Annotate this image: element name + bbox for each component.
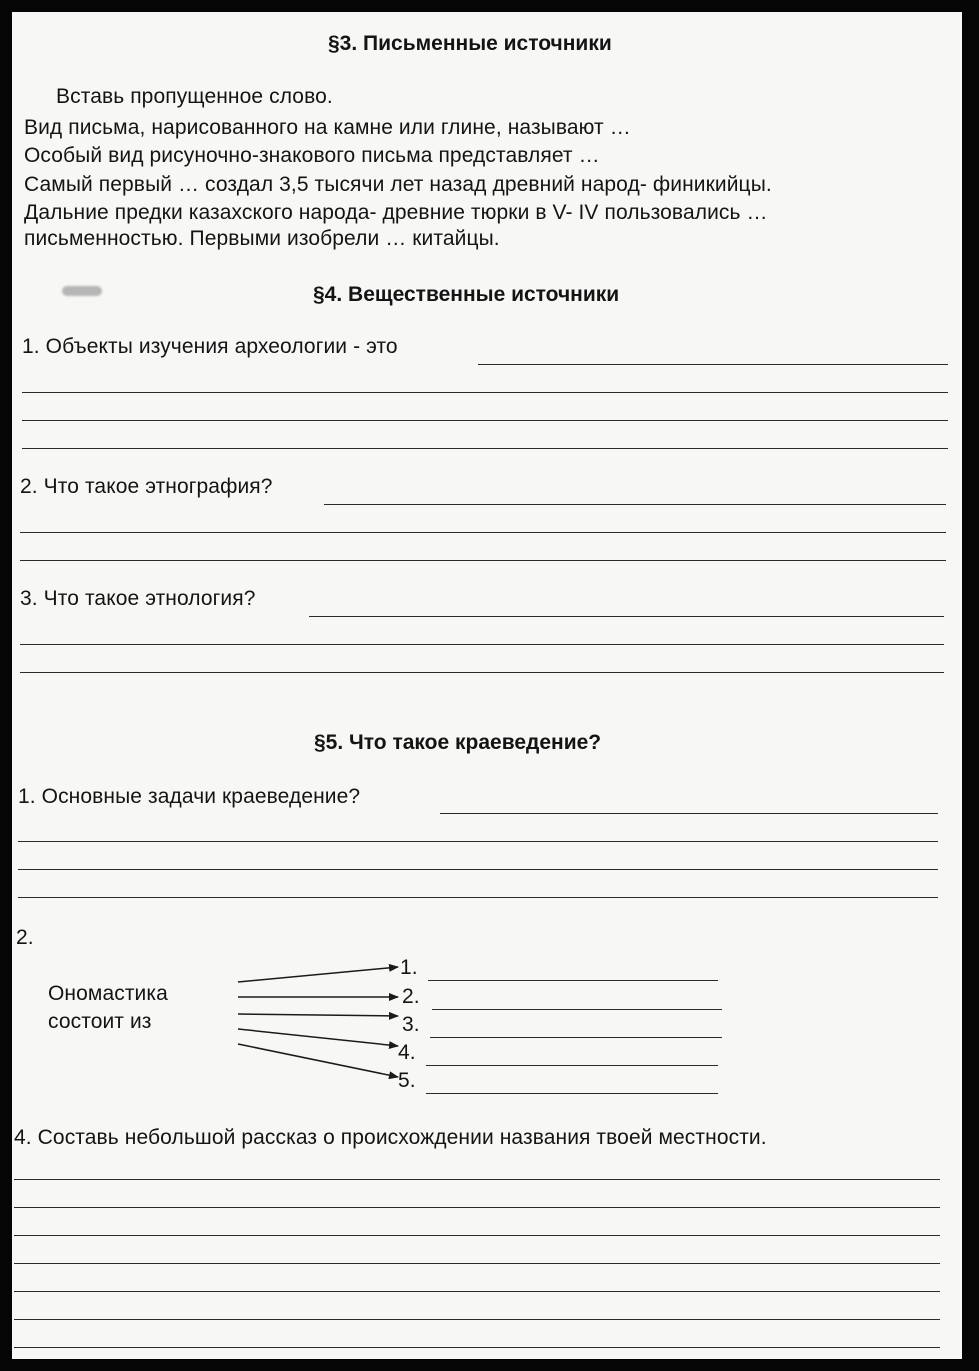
arrow-icon xyxy=(238,1029,398,1046)
onomastics-label: Ономастика xyxy=(48,982,168,1005)
arrows-diagram xyxy=(12,12,962,1359)
answer-line[interactable] xyxy=(14,1235,940,1236)
section3-line: Вид письма, нарисованного на камне или глине, называют … xyxy=(24,116,631,139)
onomastics-item-number: 5. xyxy=(398,1069,416,1092)
answer-line[interactable] xyxy=(14,1179,940,1180)
answer-line[interactable] xyxy=(14,1291,940,1292)
onomastics-item-number: 4. xyxy=(398,1041,416,1064)
section3-line: письменностью. Первыми изобрели … китайцы. xyxy=(24,227,500,250)
answer-line[interactable] xyxy=(430,1037,722,1038)
answer-line[interactable] xyxy=(14,1207,940,1208)
answer-line[interactable] xyxy=(14,1347,940,1348)
question-ethnography: 2. Что такое этнография? xyxy=(20,475,273,498)
onomastics-label: состоит из xyxy=(48,1010,152,1033)
answer-line[interactable] xyxy=(14,1319,940,1320)
section3-line: Дальние предки казахского народа- древние тюрки в V- IV пользовались … xyxy=(24,201,768,224)
arrow-icon xyxy=(238,1044,398,1077)
section3-line: Особый вид рисуночно-знакового письма представляет … xyxy=(24,144,600,167)
onomastics-item-number: 2. xyxy=(402,985,420,1008)
arrow-icon xyxy=(238,967,398,982)
answer-line[interactable] xyxy=(426,1065,718,1066)
arrow-icon xyxy=(238,1014,398,1016)
onomastics-item-number: 3. xyxy=(402,1013,420,1036)
answer-line[interactable] xyxy=(14,1263,940,1264)
answer-line[interactable] xyxy=(428,980,718,981)
worksheet-page xyxy=(12,12,962,1359)
question-local-studies-tasks: 1. Основные задачи краеведение? xyxy=(18,785,361,808)
section5-title: §5. Что такое краеведение? xyxy=(314,731,602,754)
section3-line: Самый первый … создал 3,5 тысячи лет назад древний народ- финикийцы. xyxy=(24,173,772,196)
section4-title: §4. Вещественные источники xyxy=(313,283,620,306)
question-place-name-story: 4. Составь небольшой рассказ о происхождении названия твоей местности. xyxy=(14,1126,767,1149)
onomastics-item-number: 1. xyxy=(400,956,418,979)
section3-instruction: Вставь пропущенное слово. xyxy=(56,85,333,108)
question-number-2: 2. xyxy=(16,926,34,949)
answer-line[interactable] xyxy=(432,1009,722,1010)
question-archaeology: 1. Объекты изучения археологии - это xyxy=(22,335,398,358)
section3-title: §3. Письменные источники xyxy=(328,32,612,55)
question-ethnology: 3. Что такое этнология? xyxy=(20,587,256,610)
answer-line[interactable] xyxy=(426,1093,718,1094)
